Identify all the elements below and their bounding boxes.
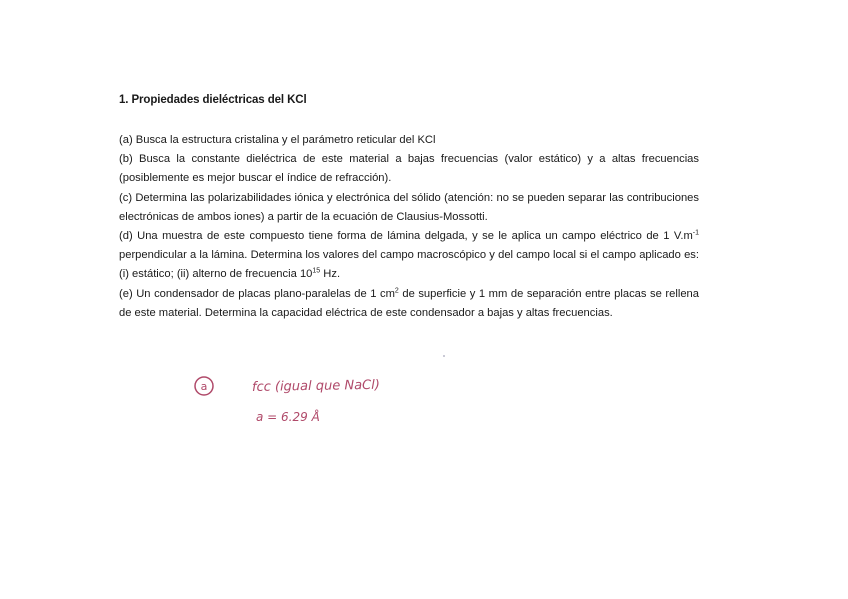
- item-e-text-1: (e) Un condensador de placas plano-paralelas de 1 cm: [119, 287, 395, 300]
- item-d-text-1: (d) Una muestra de este compuesto tiene forma de lámina delgada, y se le aplica un campo eléctrico de 1 V.m: [119, 230, 693, 243]
- handwritten-line-2: a = 6.29 Å: [256, 410, 320, 424]
- item-e-text-2: de superficie y 1 mm de separación entre placas se rellena de este material. Determina la capacidad eléctrica de este condensador a bajas y altas frecuencias.: [119, 287, 699, 319]
- item-d-text-3: Hz.: [320, 268, 341, 281]
- item-a: (a) Busca la estructura cristalina y el parámetro reticular del KCl: [119, 134, 436, 146]
- item-b: (b) Busca la constante dieléctrica de este material a bajas frecuencias (valor estático) y a altas frecuencias (posiblemente es mejor buscar el índice de refracción).: [119, 153, 699, 185]
- item-c: (c) Determina las polarizabilidades iónica y electrónica del sólido (atención: no se pueden separar las contribuciones electrónicas de ambos iones) a partir de la ecuación de Clausius-Mossotti.: [119, 191, 699, 223]
- item-e-exponent-1: 2: [394, 286, 399, 294]
- item-e: [119, 285, 699, 323]
- stray-dot: [443, 355, 445, 357]
- item-d: [119, 227, 699, 285]
- item-d-text-2: perpendicular a la lámina. Determina los valores del campo macroscópico y del campo local si el campo aplicado es: (i) estático; (ii) alterno de frecuencia 10: [119, 249, 699, 281]
- handwritten-notes: [180, 360, 500, 440]
- exercise-body: [119, 131, 699, 323]
- handwritten-line-1: fcc (igual que NaCl): [251, 377, 381, 395]
- item-d-exponent-2: 15: [312, 267, 321, 275]
- handwritten-marker: a: [200, 380, 208, 393]
- section-heading: 1. Propiedades dieléctricas del KCl: [119, 94, 307, 106]
- item-d-exponent-1: -1: [692, 229, 699, 237]
